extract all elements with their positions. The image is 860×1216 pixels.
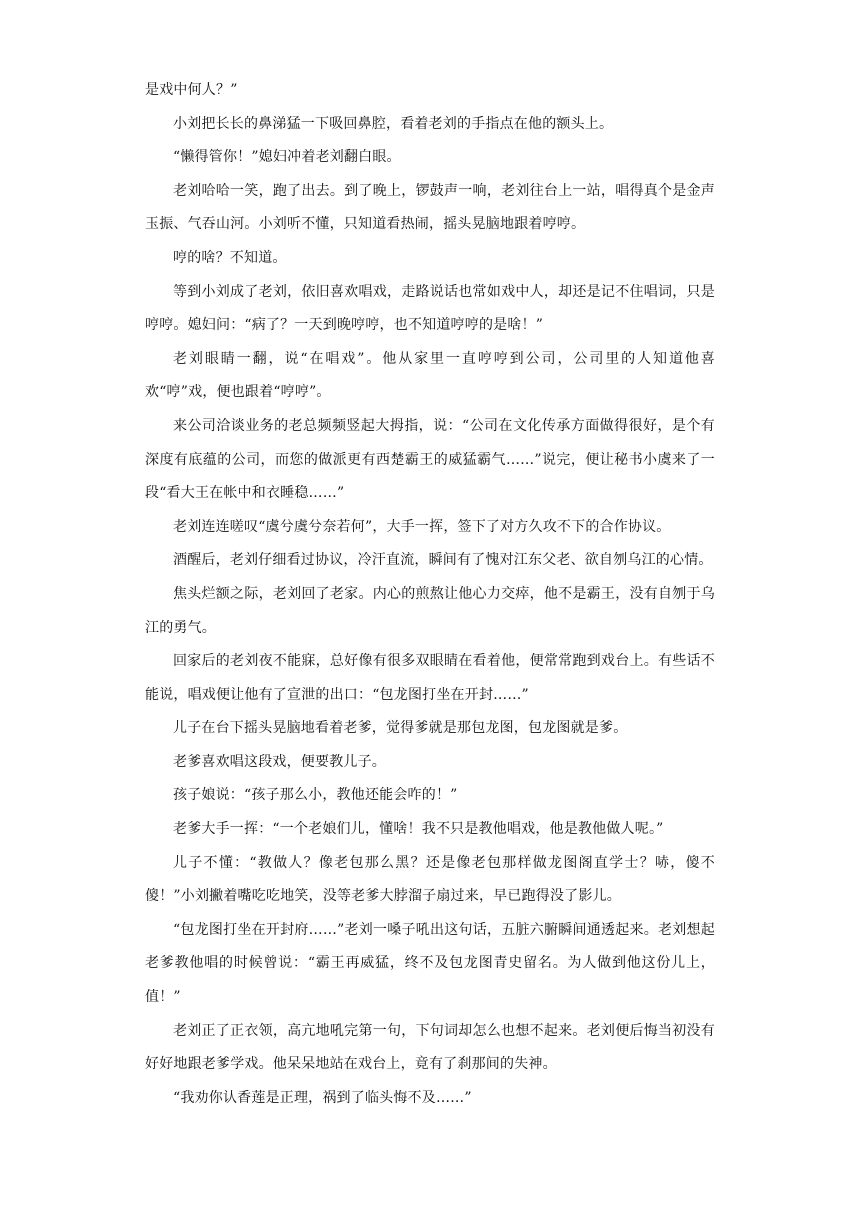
paragraph: 回家后的老刘夜不能寐，总好像有很多双眼睛在看着他，便常常跑到戏台上。有些话不能说，唱戏便让他有了宣泄的出口：“包龙图打坐在开封……” bbox=[145, 653, 715, 703]
paragraph: 孩子娘说：“孩子那么小，教他还能会咋的！” bbox=[173, 787, 458, 804]
paragraph: 老刘连连嗟叹“虞兮虞兮奈若何”，大手一挥，签下了对方久攻不下的合作协议。 bbox=[173, 518, 671, 535]
paragraph: “懒得管你！”媳妇冲着老刘翻白眼。 bbox=[173, 149, 401, 166]
paragraph: 老刘哈哈一笑，跑了出去。到了晚上，锣鼓声一响，老刘往台上一站，唱得真个是金声玉振、气吞山河。小刘听不懂，只知道看热闹，摇头晃脑地跟着哼哼。 bbox=[145, 182, 715, 233]
paragraph: 儿子在台下摇头晃脑地看着老爹，觉得爹就是那包龙图，包龙图就是爹。 bbox=[173, 720, 628, 737]
paragraph: 焦头烂额之际，老刘回了老家。内心的煎熬让他心力交瘁，他不是霸王，没有自刎于乌江的勇气。 bbox=[145, 585, 715, 636]
paragraph: 小刘把长长的鼻涕猛一下吸回鼻腔，看着老刘的手指点在他的额头上。 bbox=[173, 115, 614, 132]
paragraph: 老刘正了正衣领，高亢地吼完第一句，下句词却怎么也想不起来。老刘便后悔当初没有好好地跟老爹学戏。他呆呆地站在戏台上，竟有了刹那间的失神。 bbox=[145, 1022, 715, 1073]
paragraph: 是戏中何人？” bbox=[145, 82, 238, 98]
paragraph: 老爹喜欢唱这段戏，便要教儿子。 bbox=[173, 753, 386, 770]
paragraph: 酒醒后，老刘仔细看过协议，冷汗直流，瞬间有了愧对江东父老、欲自刎乌江的心情。 bbox=[173, 552, 713, 569]
paragraph: 哼的啥？不知道。 bbox=[173, 249, 287, 266]
paragraph: “包龙图打坐在开封府……”老刘一嗓子吼出这句话，五脏六腑瞬间通透起来。老刘想起老爹教他唱的时候曾说：“霸王再威猛，终不及包龙图青史留名。为人做到他这份儿上，值！” bbox=[145, 921, 715, 1006]
paragraph: 来公司洽谈业务的老总频频竖起大拇指，说：“公司在文化传承方面做得很好，是个有深度有底蕴的公司，而您的做派更有西楚霸王的威猛霸气……”说完，便让秘书小虞来了一段“看大王在帐中和衣睡稳……” bbox=[145, 417, 715, 502]
paragraph: 老爹大手一挥：“一个老娘们儿，懂啥！我不只是教他唱戏，他是教他做人呢。” bbox=[173, 821, 664, 838]
story-text-body bbox=[145, 74, 715, 1115]
paragraph: “我劝你认香莲是正理，祸到了临头悔不及……” bbox=[173, 1089, 472, 1106]
paragraph: 儿子不懂：“教做人？像老包那么黑？还是像老包那样做龙图阁直学士？哧，傻不傻！”小刘撇着嘴吃吃地笑，没等老爹大脖溜子扇过来，早已跑得没了影儿。 bbox=[145, 854, 715, 905]
paragraph: 老刘眼睛一翻，说“在唱戏”。他从家里一直哼哼到公司，公司里的人知道他喜欢“哼”戏，便也跟着“哼哼”。 bbox=[145, 350, 715, 401]
paragraph: 等到小刘成了老刘，依旧喜欢唱戏，走路说话也常如戏中人，却还是记不住唱词，只是哼哼。媳妇问：“病了？一天到晚哼哼，也不知道哼哼的是啥！” bbox=[145, 283, 715, 334]
